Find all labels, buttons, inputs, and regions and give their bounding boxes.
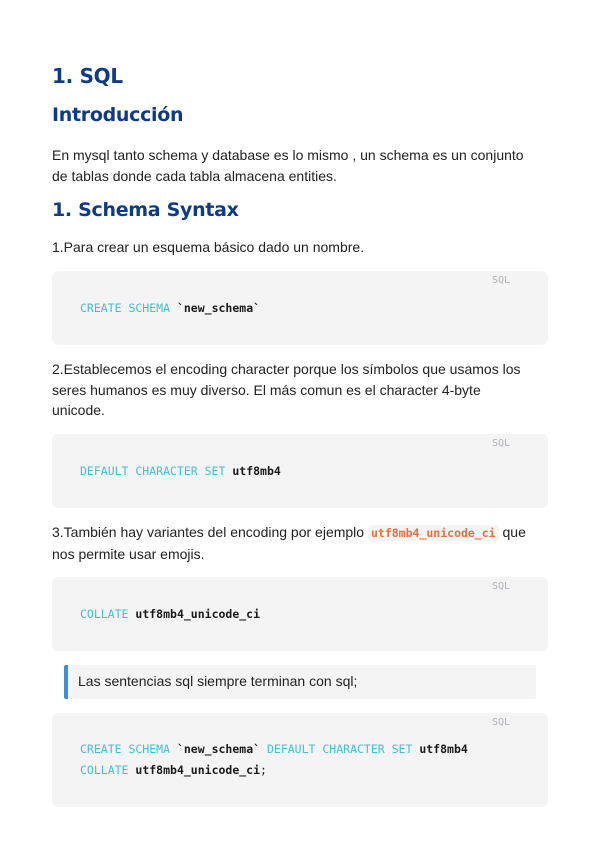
code-block-4[interactable] bbox=[52, 713, 548, 807]
callout-note bbox=[64, 665, 536, 699]
code-identifier: utf8mb4_unicode_ci bbox=[135, 763, 261, 777]
step-3-after: que bbox=[498, 524, 526, 540]
code-language-label: SQL bbox=[491, 717, 510, 728]
code-identifier: utf8mb4 bbox=[419, 742, 468, 756]
code-identifier: utf8mb4_unicode_ci bbox=[135, 607, 261, 621]
code-language-label: SQL bbox=[491, 581, 510, 592]
code-block-3[interactable] bbox=[52, 577, 548, 651]
callout-text: Las sentencias sql siempre terminan con sql; bbox=[78, 673, 358, 689]
code-language-label: SQL bbox=[491, 275, 510, 286]
intro-line-1: En mysql tanto schema y database es lo mismo , un schema es un conjunto bbox=[52, 147, 524, 163]
heading-introduccion: Introducción bbox=[52, 104, 184, 126]
step-2-line-3: unicode. bbox=[52, 402, 105, 418]
step-1-text: 1.Para crear un esquema básico dado un nombre. bbox=[52, 239, 365, 255]
code-content bbox=[80, 298, 260, 319]
code-content bbox=[80, 739, 468, 781]
heading-schema-syntax: 1. Schema Syntax bbox=[52, 199, 239, 221]
step-2-line-1: 2.Establecemos el encoding character porque los símbolos que usamos los bbox=[52, 361, 521, 377]
code-identifier: utf8mb4 bbox=[232, 464, 281, 478]
step-3-text bbox=[52, 522, 552, 564]
heading-sql: 1. SQL bbox=[52, 64, 123, 88]
code-block-2[interactable] bbox=[52, 434, 548, 508]
code-identifier: `new_schema` bbox=[176, 742, 261, 756]
code-keyword: DEFAULT CHARACTER SET bbox=[266, 742, 413, 756]
code-content bbox=[80, 604, 260, 625]
step-2-text bbox=[52, 359, 552, 421]
step-3-line-2: nos permite usar emojis. bbox=[52, 545, 205, 562]
code-keyword: CREATE SCHEMA bbox=[80, 301, 171, 315]
code-keyword: COLLATE bbox=[80, 607, 129, 621]
step-2-line-2: seres humanos es muy diverso. El más comun es el character 4-byte bbox=[52, 381, 481, 398]
code-keyword: COLLATE bbox=[80, 763, 129, 777]
code-identifier: `new_schema` bbox=[176, 301, 261, 315]
intro-paragraph bbox=[52, 145, 552, 186]
step-3-before: 3.También hay variantes del encoding por ejemplo bbox=[52, 524, 368, 540]
code-keyword: DEFAULT CHARACTER SET bbox=[80, 464, 226, 478]
code-keyword: CREATE SCHEMA bbox=[80, 742, 171, 756]
code-content bbox=[80, 461, 281, 482]
code-punctuation: ; bbox=[260, 763, 267, 777]
code-block-1[interactable] bbox=[52, 271, 548, 345]
code-language-label: SQL bbox=[491, 438, 510, 449]
inline-code: utf8mb4_unicode_ci bbox=[368, 525, 499, 541]
intro-line-2: de tablas donde cada tabla almacena entities. bbox=[52, 167, 337, 184]
